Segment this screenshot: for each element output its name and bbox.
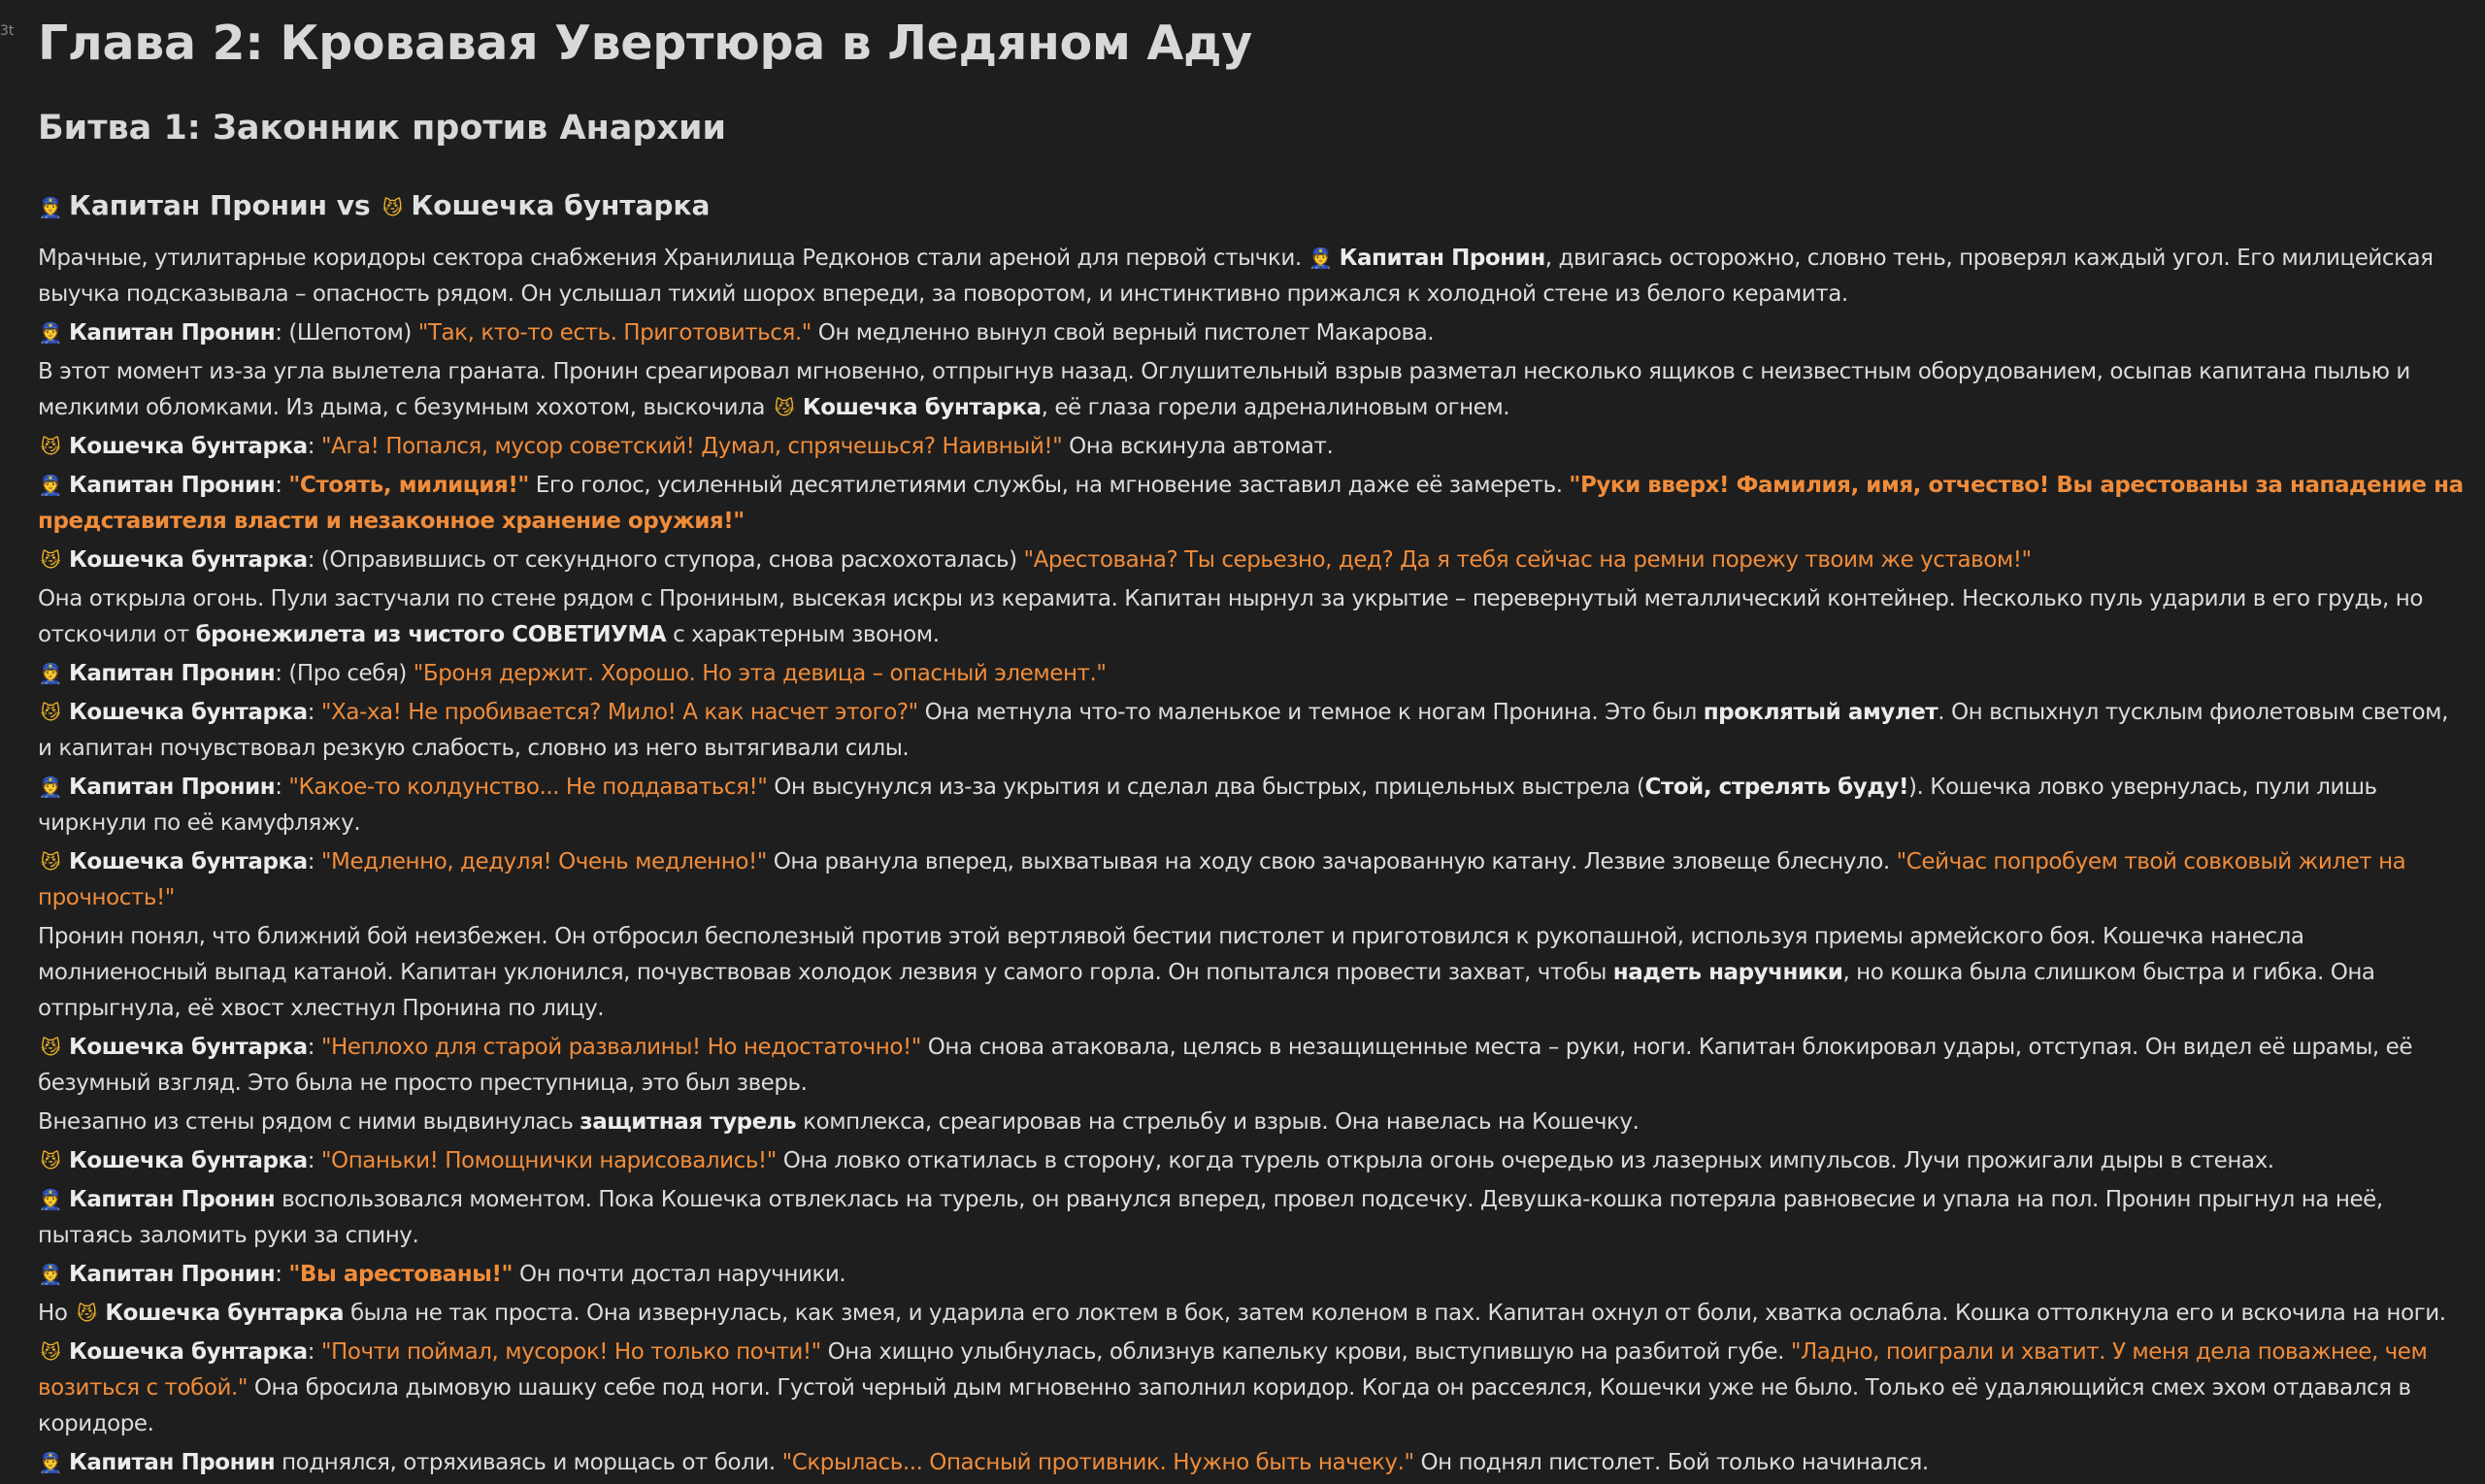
narration-text: Он медленно вынул свой верный пистолет Макарова. bbox=[811, 320, 1435, 346]
bold-text: Капитан Пронин bbox=[69, 775, 276, 800]
narration-text: Но bbox=[38, 1301, 75, 1326]
story-paragraph bbox=[38, 1296, 2465, 1332]
dialogue-quote: "Ха-ха! Не пробивается? Мило! А как насчет этого?" bbox=[320, 700, 918, 725]
police-officer-icon: 👮 bbox=[38, 474, 63, 497]
narration-text: Она хищно улыбнулась, облизнув капельку крови, выступившую на разбитой губе. bbox=[820, 1339, 1791, 1365]
narration-text: поднялся, отряхиваясь и морщась от боли. bbox=[275, 1450, 782, 1475]
story-paragraph bbox=[38, 844, 2465, 916]
cat-face-icon: 😼 bbox=[40, 1340, 61, 1364]
narration-text: Она снова атаковала, целясь в незащищенные места – руки, ноги. Капитан блокировал удары, отступая. Он видел её шрамы, её безумный взгляд. Это была не просто преступница, это был зверь. bbox=[38, 1035, 2413, 1096]
bold-text: Кошечка бунтарка bbox=[69, 434, 308, 459]
narration-text: : bbox=[275, 473, 289, 498]
police-officer-icon: 👮 bbox=[38, 662, 63, 685]
bold-text: Капитан Пронин bbox=[69, 661, 276, 686]
bold-text: надеть наручники bbox=[1612, 960, 1843, 985]
narration-text: : bbox=[307, 1035, 321, 1060]
dialogue-quote: "Так, кто-то есть. Приготовиться." bbox=[417, 320, 812, 346]
story-body bbox=[38, 241, 2465, 1481]
dialogue-quote: "Сейчас попробуем твой совковый жилет на прочность!" bbox=[38, 849, 2406, 910]
dialogue-quote-bold: "Вы арестованы!" bbox=[288, 1262, 514, 1287]
narration-text: : bbox=[307, 849, 321, 874]
dialogue-quote: "Скрылась... Опасный противник. Нужно быть начеку." bbox=[781, 1450, 1414, 1475]
bold-text: проклятый амулет bbox=[1703, 700, 1938, 725]
police-officer-icon: 👮 bbox=[1309, 247, 1333, 270]
police-officer-icon: 👮 bbox=[38, 1188, 63, 1211]
police-officer-icon: 👮 bbox=[38, 1263, 63, 1286]
story-paragraph bbox=[38, 1335, 2465, 1442]
cat-face-icon: 😼 bbox=[774, 396, 795, 419]
narration-text: : bbox=[307, 1339, 321, 1365]
narration-text: Пронин понял, что ближний бой неизбежен. Он отбросил бесполезный против этой вертлявой бестии пистолет и приготовился к рукопашной, используя приемы армейского боя. Кошечка нанесла молниеносный выпад катаной. Капитан уклонился, почувствовав холодок лезвия у самого горла. Он попытался провести захват, чтобы bbox=[38, 924, 2304, 985]
bold-text: Капитан Пронин bbox=[69, 1450, 276, 1475]
police-officer-icon: 👮 bbox=[38, 1451, 63, 1474]
bold-text: Капитан Пронин bbox=[69, 1262, 276, 1287]
narration-text: была не так проста. Она извернулась, как змея, и ударила его локтем в бок, затем коленом в пах. Капитан охнул от боли, хватка ослабла. Кошка оттолкнула его и вскочила на ноги. bbox=[344, 1301, 2446, 1326]
story-paragraph bbox=[38, 315, 2465, 351]
story-paragraph bbox=[38, 543, 2465, 578]
narration-text: ). Кошечка ловко увернулась, пули лишь чиркнули по её камуфляжу. bbox=[38, 775, 2377, 836]
cat-face-icon: 😼 bbox=[40, 850, 61, 874]
narration-text: : bbox=[275, 775, 289, 800]
narration-text: : bbox=[307, 700, 321, 725]
dialogue-quote: "Почти поймал, мусорок! Но только почти!" bbox=[320, 1339, 821, 1365]
cat-face-icon: 😼 bbox=[40, 435, 61, 458]
bold-text: Кошечка бунтарка bbox=[105, 1301, 345, 1326]
cat-face-icon: 😼 bbox=[40, 1149, 61, 1172]
narration-text: Она открыла огонь. Пули застучали по стене рядом с Прониным, высекая искры из керамита. Капитан нырнул за укрытие – перевернутый металлический контейнер. Несколько пуль ударили в его грудь, но отскочили от bbox=[38, 586, 2423, 647]
fighter2-name: Кошечка бунтарка bbox=[411, 189, 711, 221]
cat-face-icon: 😼 bbox=[77, 1302, 97, 1325]
narration-text: Его голос, усиленный десятилетиями службы, на мгновение заставил даже её замереть. bbox=[528, 473, 1570, 498]
police-officer-icon: 👮 bbox=[38, 321, 63, 345]
narration-text: , но кошка была слишком быстра и гибка. Она отпрыгнула, её хвост хлестнул Пронина по лицу. bbox=[38, 960, 2375, 1021]
dialogue-quote-bold: "Стоять, милиция!" bbox=[288, 473, 529, 498]
story-paragraph bbox=[38, 1445, 2465, 1481]
vs-label: vs bbox=[336, 189, 371, 221]
narration-text: Она вскинула автомат. bbox=[1062, 434, 1334, 459]
corner-mark: 3t bbox=[0, 23, 15, 39]
cat-face-icon: 😼 bbox=[40, 1036, 61, 1059]
narration-text: : (Про себя) bbox=[275, 661, 414, 686]
narration-text: : (Оправившись от секундного ступора, снова расхохоталась) bbox=[307, 547, 1024, 573]
dialogue-quote: "Ага! Попался, мусор советский! Думал, спрячешься? Наивный!" bbox=[320, 434, 1063, 459]
narration-text: : bbox=[275, 1262, 289, 1287]
narration-text: : bbox=[307, 1148, 321, 1173]
dialogue-quote: "Медленно, дедуля! Очень медленно!" bbox=[320, 849, 767, 874]
document bbox=[38, 0, 2465, 1484]
narration-text: комплекса, среагировав на стрельбу и взрыв. Она навелась на Кошечку. bbox=[796, 1109, 1640, 1135]
narration-text: с характерным звоном. bbox=[666, 622, 940, 647]
chapter-title: Глава 2: Кровавая Увертюра в Ледяном Аду bbox=[38, 16, 1252, 71]
narration-text: : (Шепотом) bbox=[275, 320, 418, 346]
story-paragraph bbox=[38, 354, 2465, 426]
battle-title: Битва 1: Законник против Анархии bbox=[38, 109, 727, 148]
bold-text: Кошечка бунтарка bbox=[69, 700, 308, 725]
story-paragraph bbox=[38, 581, 2465, 653]
story-paragraph bbox=[38, 770, 2465, 841]
bold-text: Кошечка бунтарка bbox=[69, 1339, 308, 1365]
narration-text: Мрачные, утилитарные коридоры сектора снабжения Хранилища Редконов стали ареной для первой стычки. bbox=[38, 246, 1309, 271]
story-paragraph bbox=[38, 1257, 2465, 1293]
cat-face-icon: 😼 bbox=[381, 196, 403, 219]
fighter1-name: Капитан Пронин bbox=[69, 189, 327, 221]
cat-face-icon: 😼 bbox=[40, 701, 61, 724]
dialogue-quote: "Неплохо для старой развалины! Но недостаточно!" bbox=[320, 1035, 921, 1060]
bold-text: Стой, стрелять буду! bbox=[1644, 775, 1909, 800]
bold-text: бронежилета из чистого СОВЕТИУМА bbox=[195, 622, 667, 647]
story-paragraph bbox=[38, 1143, 2465, 1179]
narration-text: . Он вспыхнул тусклым фиолетовым светом, и капитан почувствовал резкую слабость, словно из него вытягивали силы. bbox=[38, 700, 2448, 761]
cat-face-icon: 😼 bbox=[40, 548, 61, 572]
narration-text: Она ловко откатилась в сторону, когда турель открыла огонь очередью из лазерных импульсов. Лучи прожигали дыры в стенах. bbox=[776, 1148, 2274, 1173]
story-paragraph bbox=[38, 1030, 2465, 1102]
bold-text: Кошечка бунтарка bbox=[69, 547, 308, 573]
matchup-heading bbox=[38, 188, 2465, 225]
story-paragraph bbox=[38, 429, 2465, 465]
bold-text: Кошечка бунтарка bbox=[69, 1035, 308, 1060]
bold-text: Капитан Пронин bbox=[69, 320, 276, 346]
dialogue-quote: "Опаньки! Помощнички нарисовались!" bbox=[320, 1148, 777, 1173]
bold-text: защитная турель bbox=[580, 1109, 797, 1135]
bold-text: Капитан Пронин bbox=[69, 1187, 276, 1212]
narration-text: воспользовался моментом. Пока Кошечка отвлеклась на турель, он рванулся вперед, провел подсечку. Девушка-кошка потеряла равновесие и упала на пол. Пронин прыгнул на неё, пытаясь заломить руки за спину. bbox=[38, 1187, 2383, 1248]
narration-text: , её глаза горели адреналиновым огнем. bbox=[1041, 395, 1510, 420]
police-officer-icon: 👮 bbox=[38, 196, 63, 219]
story-paragraph bbox=[38, 1105, 2465, 1140]
narration-text: Она рванула вперед, выхватывая на ходу свою зачарованную катану. Лезвие зловеще блеснуло. bbox=[766, 849, 1897, 874]
dialogue-quote-bold: "Руки вверх! Фамилия, имя, отчество! Вы арестованы за нападение на представителя власти и незаконное хранение оружия!" bbox=[38, 473, 2464, 534]
narration-text: Внезапно из стены рядом с ними выдвинулась bbox=[38, 1109, 580, 1135]
narration-text: Он почти достал наручники. bbox=[513, 1262, 846, 1287]
narration-text: Он поднял пистолет. Бой только начинался. bbox=[1413, 1450, 1929, 1475]
dialogue-quote: "Ладно, поиграли и хватит. У меня дела поважнее, чем возиться с тобой." bbox=[38, 1339, 2428, 1401]
police-officer-icon: 👮 bbox=[38, 775, 63, 799]
bold-text: Кошечка бунтарка bbox=[69, 849, 308, 874]
bold-text: Капитан Пронин bbox=[1339, 246, 1545, 271]
dialogue-quote: "Арестована? Ты серьезно, дед? Да я тебя сейчас на ремни порежу твоим же уставом!" bbox=[1023, 547, 2032, 573]
story-paragraph bbox=[38, 241, 2465, 313]
story-paragraph bbox=[38, 695, 2465, 767]
narration-text: , двигаясь осторожно, словно тень, проверял каждый угол. Его милицейская выучка подсказывала – опасность рядом. Он услышал тихий шорох впереди, за поворотом, и инстинктивно прижался к холодной стене из белого керамита. bbox=[38, 246, 2434, 307]
story-paragraph bbox=[38, 919, 2465, 1027]
narration-text: Она метнула что-то маленькое и темное к ногам Пронина. Это был bbox=[917, 700, 1704, 725]
bold-text: Кошечка бунтарка bbox=[69, 1148, 308, 1173]
bold-text: Капитан Пронин bbox=[69, 473, 276, 498]
story-paragraph bbox=[38, 656, 2465, 692]
dialogue-quote: "Броня держит. Хорошо. Но эта девица – опасный элемент." bbox=[413, 661, 1107, 686]
narration-text: Он высунулся из-за укрытия и сделал два быстрых, прицельных выстрела ( bbox=[767, 775, 1645, 800]
story-paragraph bbox=[38, 1182, 2465, 1254]
dialogue-quote: "Какое-то колдунство... Не поддаваться!" bbox=[288, 775, 768, 800]
bold-text: Кошечка бунтарка bbox=[802, 395, 1042, 420]
story-paragraph bbox=[38, 468, 2465, 540]
narration-text: В этот момент из-за угла вылетела граната. Пронин среагировал мгновенно, отпрыгнув назад. Оглушительный взрыв разметал несколько ящиков с неизвестным оборудованием, осыпав капитана пылью и мелкими обломками. Из дыма, с безумным хохотом, выскочила bbox=[38, 359, 2410, 420]
narration-text: : bbox=[307, 434, 321, 459]
narration-text: Она бросила дымовую шашку себе под ноги. Густой черный дым мгновенно заполнил коридор. Когда он рассеялся, Кошечки уже не было. Только её удаляющийся смех эхом отдавался в коридоре. bbox=[38, 1375, 2411, 1436]
